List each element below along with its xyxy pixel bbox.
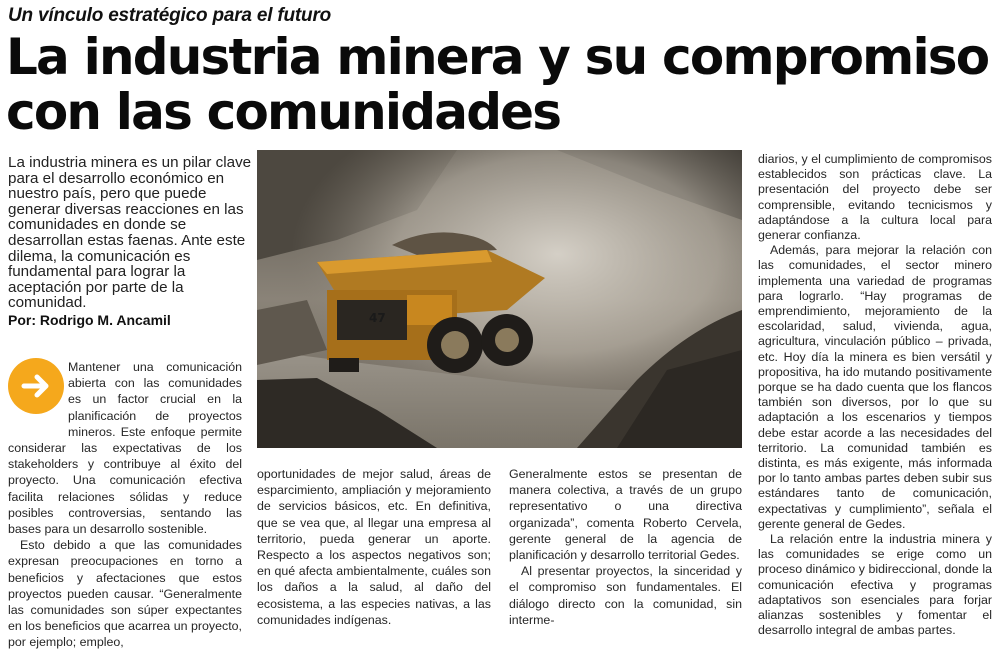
body-paragraph: La relación entre la industria minera y las comunidades se erige como un proceso dinámico y bidireccional, donde la comunicación efectiva y programas adaptativos son esenciales para forjar alianzas sostenibles y fomentar el desarrollo integral de ambas partes. [758,532,992,638]
body-paragraph: oportunidades de mejor salud, áreas de esparcimiento, ampliación y mejoramiento de servicios básicos, etc. En definitiva, que se vea que, al llegar una empresa al territorio, pueda generar un aporte. Respecto a los aspectos negativos son; en qué afecta ambientalmente, cuáles son los daños a la salud, al daño del ecosistema, a las especies nativas, a las comunidades indígenas. [257,467,491,627]
truck-number: 47 [369,311,386,325]
body-column-3 [509,466,742,628]
mining-truck-photo [257,150,742,448]
article-byline: Por: Rodrigo M. Ancamil [8,312,171,328]
article-lede: La industria minera es un pilar clave para el desarrollo económico en nuestro país, pero que puede generar diversas reacciones en las comunidades en donde se desarrollan estas faenas. Ante este dilema, la comunicación es fundamental para lograr la aceptación por parte de la comunidad. [8,154,252,312]
body-paragraph: Esto debido a que las comunidades expresan preocupaciones en torno a beneficios y afectaciones que estos proyectos pueden causar. “Generalmente las comunidades son súper expectantes en los beneficios que acarrea un proyecto, por ejemplo; empleo, [8,538,242,650]
body-column-2 [257,466,491,628]
body-paragraph: diarios, y el cumplimiento de compromisos establecidos son prácticas clave. La presentación del proyecto debe ser comprensible, evitando tecnicismos y adaptándose a la cultura local para generar confianza. [758,152,992,243]
body-paragraph: Generalmente estos se presentan de manera colectiva, a través de un grupo representativo o una directiva organizada”, comenta Roberto Cervela, gerente general de la agencia de planificación y desarrollo territorial Gedes. [509,467,742,563]
body-column-1 [8,359,242,651]
article-headline: La industria minera y su compromiso con las comunidades [6,28,989,141]
body-paragraph: Mantener una comunicación abierta con las comunidades es un factor crucial en la planificación de proyectos mineros. Este enfoque permite considerar las expectativas de los stakeholders y contribuye al éxito del proyecto. Una comunicación efectiva facilita relaciones sólidas y reduce posibles controversias, sentando las bases para un desarrollo sostenible. [8,360,242,537]
body-column-4 [758,152,992,639]
body-paragraph: Además, para mejorar la relación con las comunidades, el sector minero implementa una variedad de programas para lograrlo. “Hay programas de emprendimiento, mejoramiento de la escolaridad, salud, vivienda, agua, agricultura, vinculación público – privada, etc. Hoy día la minera es bien versátil y propositiva, ha ido mutando positivamente porque se ha dado cuenta que los flancos también son diversos, por lo que su adaptación a los escenarios y tiempos debe estar acorde a las necesidades del territorio. La comunidad también es distinta, es más exigente, más informada por lo tanto ambas partes deben subir sus estándares tanto de comunicación, expectativas y cumplimiento”, señala el gerente general de Gedes. [758,243,992,531]
body-paragraph: Al presentar proyectos, la sinceridad y el compromiso son fundamentales. El diálogo directo con la comunidad, sin interme- [509,564,742,627]
article-kicker: Un vínculo estratégico para el futuro [8,5,332,26]
